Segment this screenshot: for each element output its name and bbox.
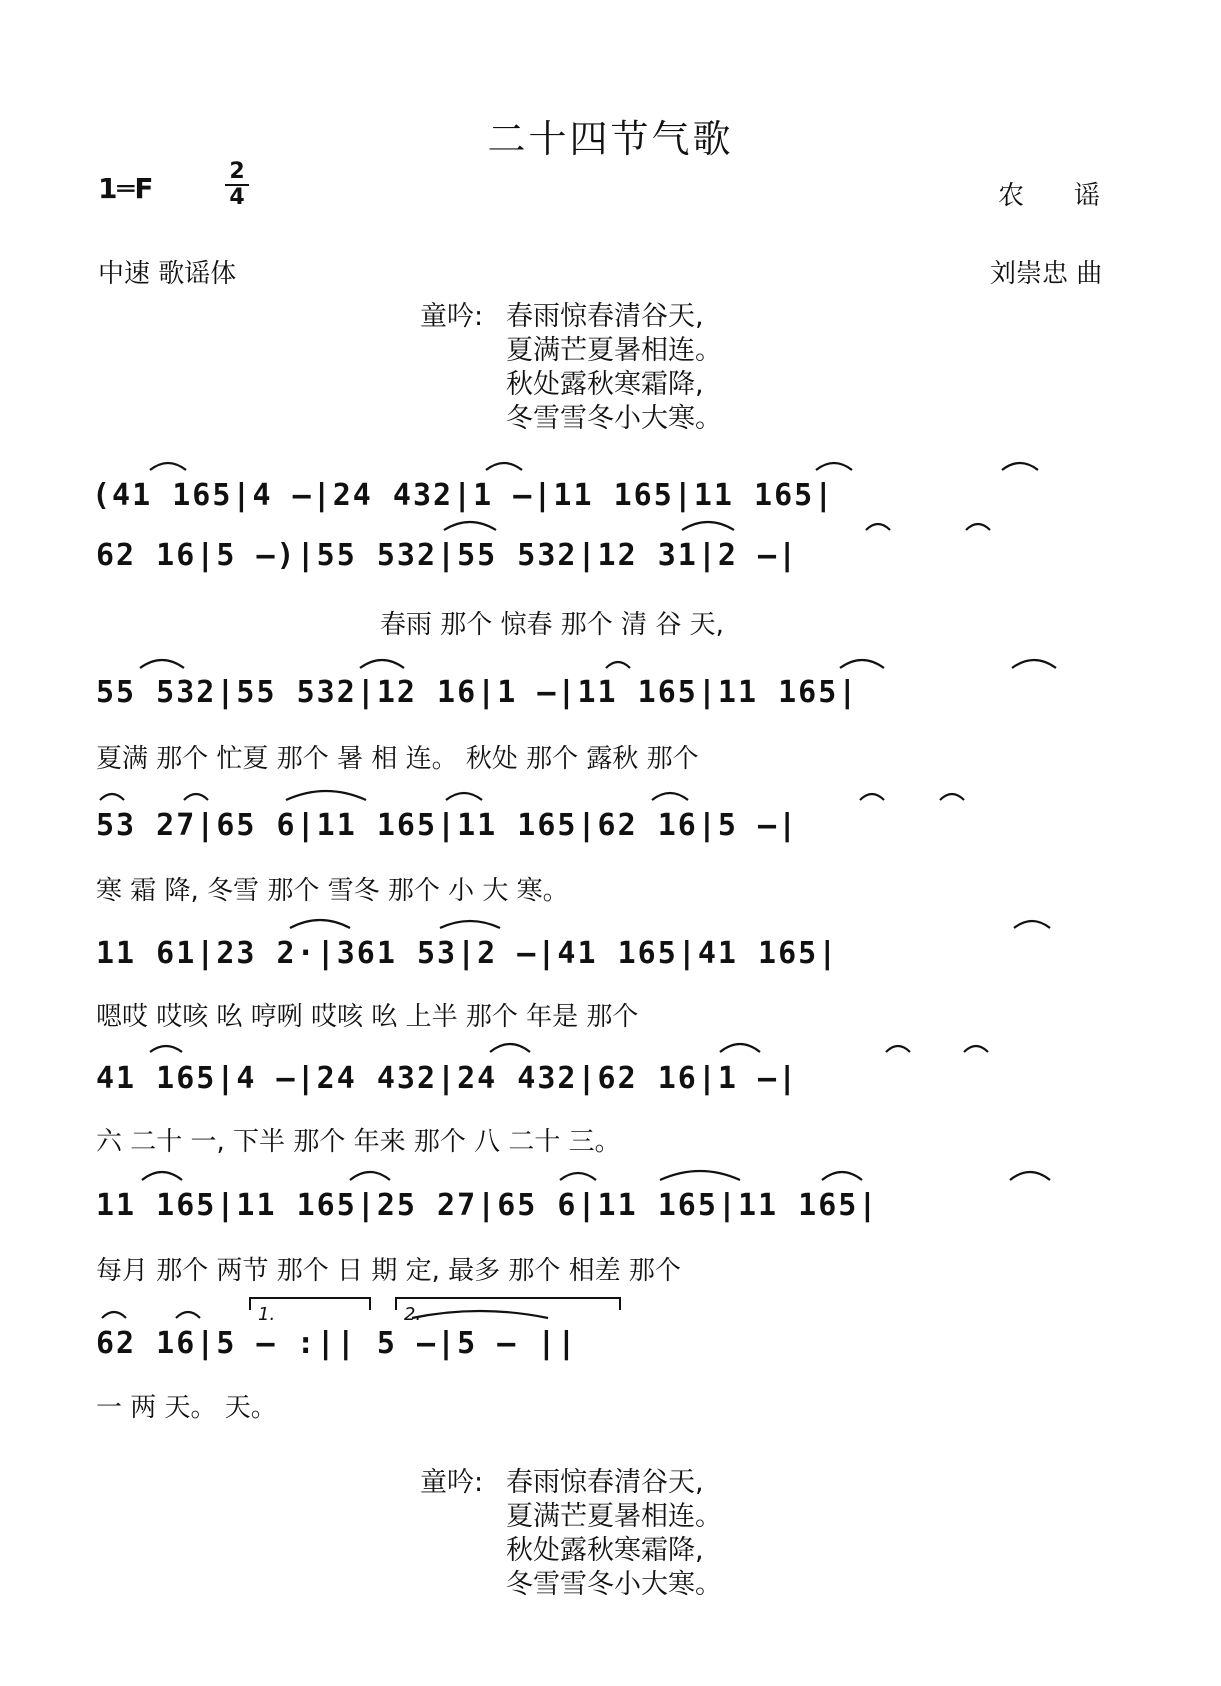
key-signature: 1═F <box>98 172 154 205</box>
score-lyrics-row-3: 夏满 那个 忙夏 那个 暑 相 连。 秋处 那个 露秋 那个 <box>96 744 699 774</box>
slur <box>350 1172 390 1180</box>
score-lyrics-row-2: 春雨 那个 惊春 那个 清 谷 天, <box>380 610 724 640</box>
slur <box>816 463 852 470</box>
verse-line: 秋处露秋寒霜降, <box>506 369 704 400</box>
song-title: 二十四节气歌 <box>487 117 734 161</box>
slur <box>660 1171 740 1180</box>
slur <box>440 921 500 928</box>
verse-label: 童吟: <box>420 301 484 332</box>
score-lyrics-row-8: 一 两 天。 天。 <box>96 1393 277 1423</box>
volta-1-bracket <box>250 1298 370 1310</box>
volta-2-bracket <box>396 1298 620 1310</box>
slur <box>966 524 990 530</box>
verse-line: 冬雪雪冬小大寒。 <box>506 403 722 434</box>
verse-line: 夏满芒夏暑相连。 <box>506 1501 722 1532</box>
lyrics-source: 农谣 <box>998 181 1151 211</box>
slur <box>446 793 482 800</box>
slur <box>652 793 688 800</box>
verse-bottom <box>420 1466 740 1606</box>
slur <box>100 794 124 800</box>
verse-line: 春雨惊春清谷天, <box>506 301 704 332</box>
slur <box>184 794 208 800</box>
time-signature-top: 2 <box>229 159 245 184</box>
slur <box>840 660 884 668</box>
slur <box>176 1312 200 1318</box>
score-notes-row-2: 62 16|5 –)|55 532|55 532|12 31|2 –| <box>96 538 799 573</box>
score-notes-row-1: (41 165|4 –|24 432|1 –|11 165|11 165| <box>92 478 835 513</box>
verse-line: 春雨惊春清谷天, <box>506 1467 704 1498</box>
tempo-marking: 中速 歌谣体 <box>98 259 237 289</box>
score-lyrics-row-5: 嗯哎 哎咳 吆 哼咧 哎咳 吆 上半 那个 年是 那个 <box>96 1002 639 1032</box>
slur <box>444 522 496 530</box>
score-lyrics-row-6: 六 二十 一, 下半 那个 年来 那个 八 二十 三。 <box>96 1127 621 1157</box>
slur <box>360 660 404 668</box>
slur <box>286 791 366 800</box>
score-lyrics-row-7: 每月 那个 两节 那个 日 期 定, 最多 那个 相差 那个 <box>96 1256 681 1286</box>
slur <box>606 662 630 668</box>
slur <box>822 1172 862 1180</box>
slur <box>140 660 184 668</box>
score-notes-row-7: 11 165|11 165|25 27|65 6|11 165|11 165| <box>96 1188 879 1223</box>
composer-credit: 刘崇忠 曲 <box>990 259 1103 289</box>
verse-label: 童吟: <box>420 1467 484 1498</box>
volta-2-label: 2. <box>404 1304 422 1325</box>
slur <box>560 1173 596 1180</box>
score-notes-row-6: 41 165|4 –|24 432|24 432|62 16|1 –| <box>96 1061 799 1096</box>
slur <box>290 920 350 928</box>
time-signature-bottom: 4 <box>229 185 245 210</box>
volta-1-label: 1. <box>258 1304 276 1325</box>
slur <box>150 463 186 470</box>
score-notes-row-3: 55 532|55 532|12 16|1 –|11 165|11 165| <box>96 675 859 710</box>
score-lyrics-row-4: 寒 霜 降, 冬雪 那个 雪冬 那个 小 大 寒。 <box>96 876 569 906</box>
slur <box>486 463 522 470</box>
slur <box>1014 921 1050 928</box>
score-notes-row-5: 11 61|23 2·|361 53|2 –|41 165|41 165| <box>96 936 839 971</box>
slur <box>964 1046 988 1052</box>
score-notes-row-4: 53 27|65 6|11 165|11 165|62 16|5 –| <box>96 808 799 843</box>
slur <box>412 1311 548 1318</box>
verse-line: 秋处露秋寒霜降, <box>506 1535 704 1566</box>
slur <box>682 522 734 530</box>
score-notes-row-8: 62 16|5 – :|| 5 –|5 – || <box>96 1326 578 1361</box>
verse-line: 夏满芒夏暑相连。 <box>506 335 722 366</box>
verse-line: 冬雪雪冬小大寒。 <box>506 1569 722 1600</box>
slur <box>886 1046 910 1052</box>
slur <box>720 1044 760 1052</box>
slur <box>142 1172 182 1180</box>
slur <box>1012 660 1056 668</box>
slur <box>1002 463 1038 470</box>
slur <box>102 1312 126 1318</box>
slur <box>490 1044 530 1052</box>
slur <box>940 794 964 800</box>
slur <box>860 794 884 800</box>
slur <box>150 1046 182 1052</box>
slur <box>1010 1172 1050 1180</box>
slur <box>866 524 890 530</box>
